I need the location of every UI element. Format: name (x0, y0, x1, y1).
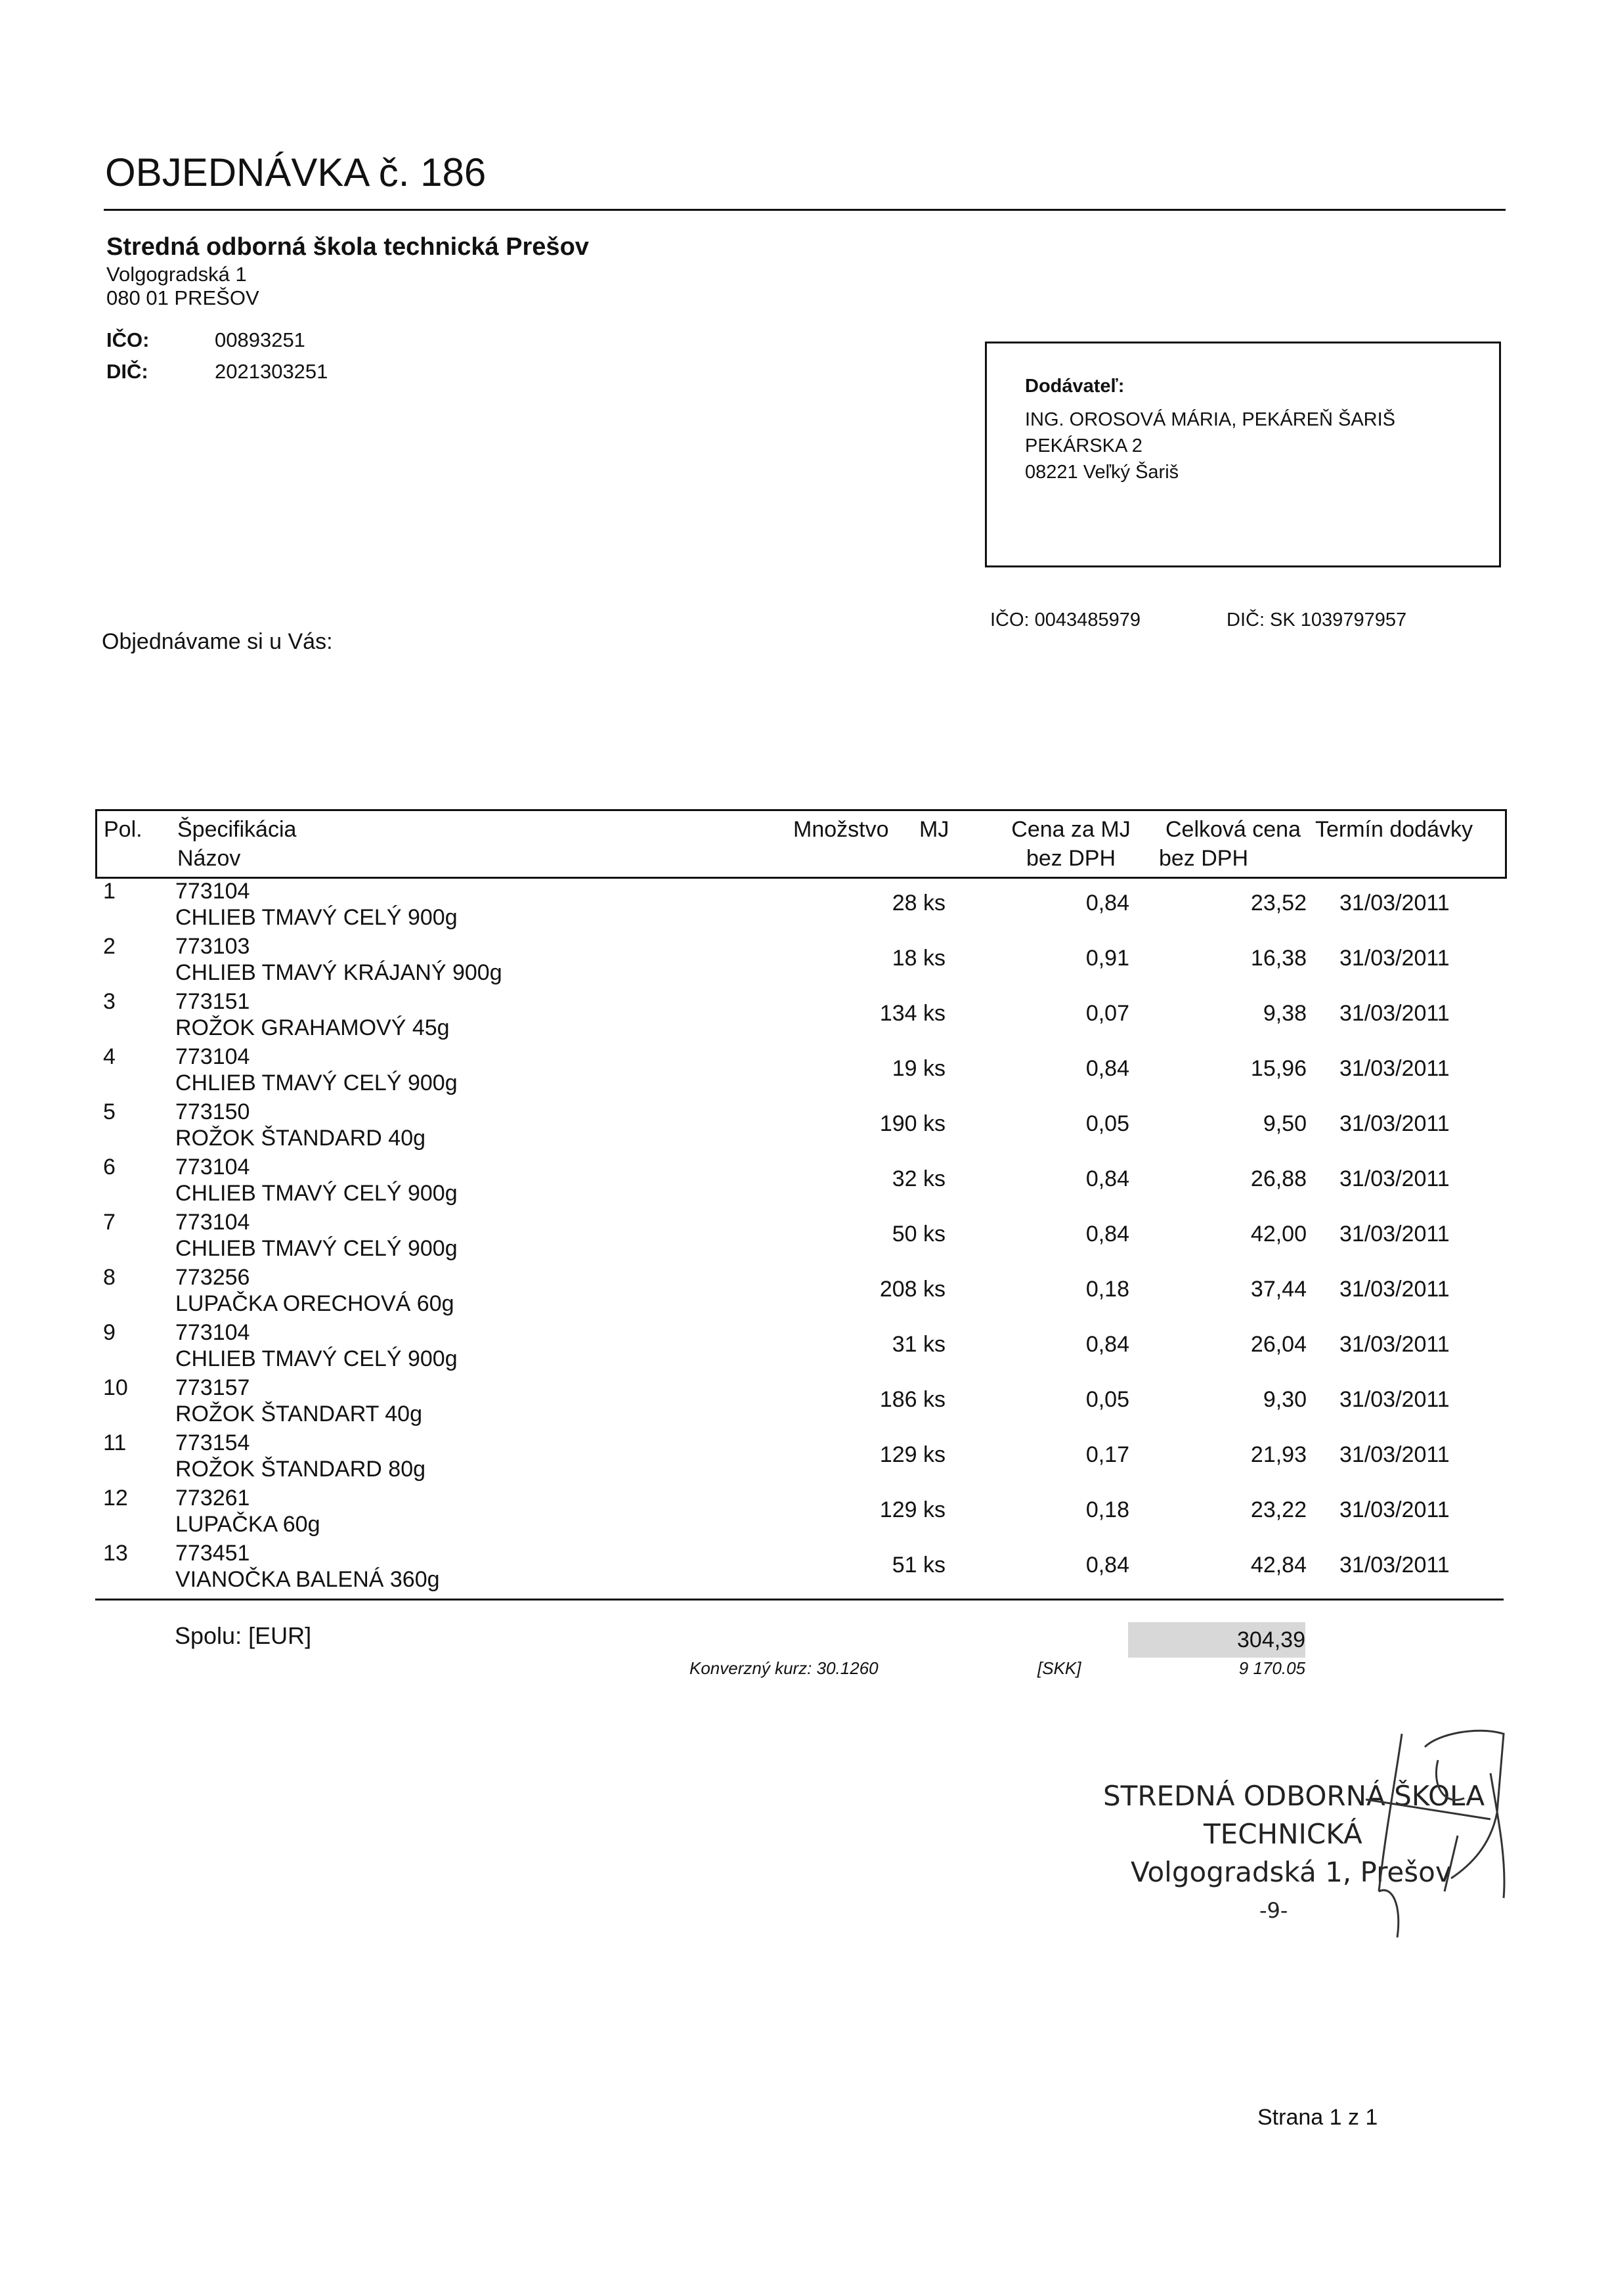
row-name: CHLIEB TMAVÝ KRÁJANÝ 900g (175, 960, 502, 985)
row-total: 23,52 (1250, 891, 1307, 916)
col-header-unit: MJ (919, 817, 949, 842)
row-date: 31/03/2011 (1339, 1056, 1450, 1081)
row-price: 0,84 (1085, 1166, 1129, 1191)
row-qty: 190 ks (879, 1111, 946, 1136)
row-name: ROŽOK ŠTANDARD 40g (175, 1126, 426, 1151)
row-price: 0,05 (1085, 1111, 1129, 1136)
row-pol: 3 (103, 989, 116, 1014)
row-pol: 11 (103, 1430, 127, 1455)
row-code: 773451 (175, 1541, 250, 1566)
signature (1339, 1721, 1510, 1970)
row-price: 0,05 (1085, 1387, 1129, 1412)
row-total: 37,44 (1250, 1277, 1307, 1302)
row-date: 31/03/2011 (1339, 1001, 1450, 1026)
total-label: Spolu: [EUR] (175, 1622, 312, 1649)
buyer-dic: 2021303251 (215, 360, 328, 383)
total-skk: 9 170.05 (1238, 1658, 1305, 1678)
row-name: LUPAČKA ORECHOVÁ 60g (175, 1291, 454, 1316)
row-date: 31/03/2011 (1339, 1332, 1450, 1357)
supplier-box (985, 342, 1501, 567)
col-header-price-sub: bez DPH (1026, 846, 1116, 871)
row-qty: 51 ks (892, 1553, 946, 1578)
table-header (95, 809, 1507, 879)
row-price: 0,91 (1085, 946, 1129, 971)
row-name: ROŽOK ŠTANDARD 80g (175, 1457, 426, 1482)
row-total: 9,38 (1263, 1001, 1307, 1026)
row-code: 773261 (175, 1486, 250, 1511)
buyer-ico-label: IČO: (106, 328, 150, 351)
buyer-ico: 00893251 (215, 328, 305, 351)
row-pol: 5 (103, 1099, 116, 1124)
row-pol: 8 (103, 1265, 116, 1290)
col-header-total: Celková cena (1165, 817, 1301, 842)
row-total: 26,04 (1250, 1332, 1307, 1357)
row-price: 0,84 (1085, 1222, 1129, 1247)
row-date: 31/03/2011 (1339, 1222, 1450, 1247)
row-total: 42,84 (1250, 1553, 1307, 1578)
row-total: 21,93 (1250, 1442, 1307, 1467)
row-code: 773157 (175, 1375, 250, 1400)
row-pol: 1 (103, 879, 116, 904)
row-total: 15,96 (1250, 1056, 1307, 1081)
row-price: 0,17 (1085, 1442, 1129, 1467)
row-total: 9,30 (1263, 1387, 1307, 1412)
row-date: 31/03/2011 (1339, 1387, 1450, 1412)
skk-label: [SKK] (1037, 1658, 1081, 1678)
stamp-line-4: -9- (1259, 1898, 1288, 1923)
col-header-price: Cena za MJ (1011, 817, 1131, 842)
row-name: CHLIEB TMAVÝ CELÝ 900g (175, 905, 458, 930)
row-price: 0,18 (1085, 1497, 1129, 1522)
row-price: 0,07 (1085, 1001, 1129, 1026)
row-date: 31/03/2011 (1339, 1497, 1450, 1522)
supplier-label: Dodávateľ: (1025, 376, 1125, 397)
row-pol: 2 (103, 934, 116, 959)
row-qty: 31 ks (892, 1332, 946, 1357)
row-qty: 129 ks (879, 1497, 946, 1522)
title-divider (104, 209, 1506, 211)
col-header-date: Termín dodávky (1315, 817, 1473, 842)
row-date: 31/03/2011 (1339, 891, 1450, 916)
row-price: 0,84 (1085, 1332, 1129, 1357)
row-name: ROŽOK GRAHAMOVÝ 45g (175, 1015, 450, 1040)
col-header-pol: Pol. (104, 817, 142, 842)
supplier-ico: IČO: 0043485979 (990, 609, 1141, 630)
row-total: 9,50 (1263, 1111, 1307, 1136)
row-price: 0,18 (1085, 1277, 1129, 1302)
row-qty: 32 ks (892, 1166, 946, 1191)
buyer-dic-label: DIČ: (106, 360, 148, 383)
row-qty: 28 ks (892, 891, 946, 916)
row-pol: 13 (103, 1541, 128, 1566)
row-code: 773150 (175, 1099, 250, 1124)
row-code: 773104 (175, 1320, 250, 1345)
row-total: 26,88 (1250, 1166, 1307, 1191)
row-price: 0,84 (1085, 1553, 1129, 1578)
row-name: LUPAČKA 60g (175, 1512, 320, 1537)
row-code: 773256 (175, 1265, 250, 1290)
row-date: 31/03/2011 (1339, 1111, 1450, 1136)
col-header-spec: Špecifikácia (177, 817, 297, 842)
row-code: 773154 (175, 1430, 250, 1455)
row-name: CHLIEB TMAVÝ CELÝ 900g (175, 1346, 458, 1371)
row-qty: 186 ks (879, 1387, 946, 1412)
stamp-line-2: TECHNICKÁ (1204, 1818, 1362, 1850)
table-bottom-rule (95, 1599, 1504, 1601)
row-date: 31/03/2011 (1339, 1442, 1450, 1467)
row-name: VIANOČKA BALENÁ 360g (175, 1567, 440, 1592)
row-qty: 134 ks (879, 1001, 946, 1026)
row-code: 773104 (175, 1155, 250, 1180)
buyer-city: 080 01 PREŠOV (106, 286, 259, 309)
supplier-dic: DIČ: SK 1039797957 (1227, 609, 1407, 630)
supplier-street: PEKÁRSKA 2 (1025, 435, 1142, 456)
row-date: 31/03/2011 (1339, 1277, 1450, 1302)
row-code: 773104 (175, 1210, 250, 1235)
col-header-qty: Množstvo (793, 817, 889, 842)
supplier-name: ING. OROSOVÁ MÁRIA, PEKÁREŇ ŠARIŠ (1025, 409, 1396, 430)
row-qty: 19 ks (892, 1056, 946, 1081)
row-date: 31/03/2011 (1339, 1553, 1450, 1578)
row-name: CHLIEB TMAVÝ CELÝ 900g (175, 1071, 458, 1095)
intro-text: Objednávame si u Vás: (102, 629, 333, 654)
row-name: CHLIEB TMAVÝ CELÝ 900g (175, 1236, 458, 1261)
row-code: 773103 (175, 934, 250, 959)
row-price: 0,84 (1085, 891, 1129, 916)
row-date: 31/03/2011 (1339, 946, 1450, 971)
row-qty: 208 ks (879, 1277, 946, 1302)
row-pol: 6 (103, 1155, 116, 1180)
buyer-name: Stredná odborná škola technická Prešov (106, 233, 589, 261)
row-price: 0,84 (1085, 1056, 1129, 1081)
stamp-line-3: Volgogradská 1, Prešov (1131, 1856, 1452, 1888)
row-total: 16,38 (1250, 946, 1307, 971)
total-eur: 304,39 (1237, 1627, 1305, 1652)
row-code: 773104 (175, 1044, 250, 1069)
row-qty: 129 ks (879, 1442, 946, 1467)
row-pol: 4 (103, 1044, 116, 1069)
row-date: 31/03/2011 (1339, 1166, 1450, 1191)
buyer-street: Volgogradská 1 (106, 263, 247, 286)
supplier-city: 08221 Veľký Šariš (1025, 462, 1179, 483)
row-qty: 50 ks (892, 1222, 946, 1247)
page-number: Strana 1 z 1 (1257, 2105, 1378, 2130)
col-header-name: Názov (177, 846, 241, 871)
col-header-total-sub: bez DPH (1158, 846, 1249, 871)
row-pol: 12 (103, 1486, 128, 1511)
row-code: 773151 (175, 989, 250, 1014)
row-pol: 10 (103, 1375, 128, 1400)
row-qty: 18 ks (892, 946, 946, 971)
row-code: 773104 (175, 879, 250, 904)
document-title: OBJEDNÁVKA č. 186 (105, 150, 487, 194)
row-pol: 9 (103, 1320, 116, 1345)
conversion-rate: Konverzný kurz: 30.1260 (689, 1658, 879, 1678)
row-total: 42,00 (1250, 1222, 1307, 1247)
row-name: CHLIEB TMAVÝ CELÝ 900g (175, 1181, 458, 1206)
row-name: ROŽOK ŠTANDART 40g (175, 1402, 422, 1426)
row-pol: 7 (103, 1210, 116, 1235)
row-total: 23,22 (1250, 1497, 1307, 1522)
stamp-line-1: STREDNÁ ODBORNÁ ŠKOLA (1103, 1780, 1485, 1812)
